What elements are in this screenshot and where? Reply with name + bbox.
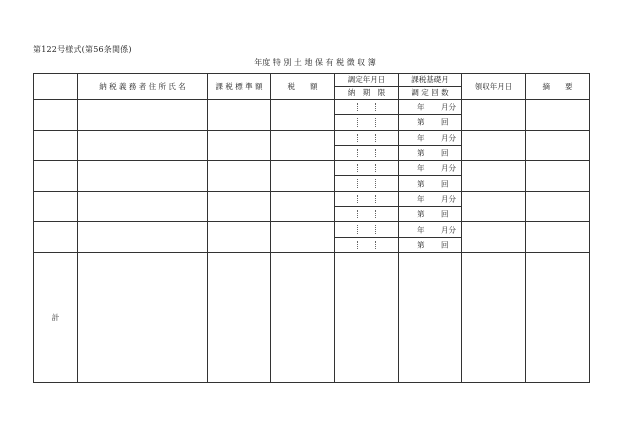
table-row: [34, 130, 590, 145]
deadline-cell[interactable]: [335, 237, 399, 252]
entry-number-cell[interactable]: [34, 161, 78, 192]
tax-base-header: 課 税 標 準 額: [208, 74, 271, 100]
total-tax-amount-cell[interactable]: [271, 252, 335, 382]
tax-base-month-cell[interactable]: 年 月分: [399, 161, 462, 176]
receipt-date-cell[interactable]: [462, 130, 526, 161]
remarks-cell[interactable]: [526, 130, 590, 161]
tax-base-month-header: 課税基礎月: [399, 74, 462, 87]
assess-count-cell[interactable]: 第 回: [399, 237, 462, 252]
tax-collection-ledger-table: [33, 73, 590, 383]
assess-count-cell[interactable]: 第 回: [399, 207, 462, 222]
tax-amount-cell[interactable]: [271, 161, 335, 192]
remarks-cell[interactable]: [526, 191, 590, 222]
deadline-header: 納 期 限: [335, 87, 399, 100]
deadline-cell[interactable]: [335, 115, 399, 130]
receipt-date-cell[interactable]: [462, 161, 526, 192]
tax-base-cell[interactable]: [208, 130, 271, 161]
remarks-cell[interactable]: [526, 100, 590, 131]
taxpayer-cell[interactable]: [78, 222, 208, 253]
taxpayer-cell[interactable]: [78, 130, 208, 161]
assess-count-header: 調 定 回 数: [399, 87, 462, 100]
taxpayer-header: 納 税 義 務 者 住 所 氏 名: [78, 74, 208, 100]
row-number-header: [34, 74, 78, 100]
total-remarks-cell[interactable]: [526, 252, 590, 382]
tax-base-month-cell[interactable]: 年 月分: [399, 222, 462, 237]
tax-amount-cell[interactable]: [271, 191, 335, 222]
tax-base-cell[interactable]: [208, 100, 271, 131]
total-label: 計: [34, 252, 78, 382]
total-tax-base-month-cell[interactable]: [399, 252, 462, 382]
deadline-cell[interactable]: [335, 207, 399, 222]
total-assess-date-cell[interactable]: [335, 252, 399, 382]
assess-count-cell[interactable]: 第 回: [399, 115, 462, 130]
total-taxpayer-cell[interactable]: [78, 252, 208, 382]
assess-date-cell[interactable]: [335, 161, 399, 176]
tax-base-month-cell[interactable]: 年 月分: [399, 100, 462, 115]
tax-base-month-cell[interactable]: 年 月分: [399, 191, 462, 206]
table-row: [34, 191, 590, 206]
entry-number-cell[interactable]: [34, 191, 78, 222]
taxpayer-cell[interactable]: [78, 161, 208, 192]
table-row: [34, 161, 590, 176]
deadline-cell[interactable]: [335, 145, 399, 160]
total-receipt-date-cell[interactable]: [462, 252, 526, 382]
assess-date-cell[interactable]: [335, 191, 399, 206]
deadline-cell[interactable]: [335, 176, 399, 191]
form-number-label: 第122号様式(第56条関係): [33, 45, 132, 54]
remarks-header: 摘 要: [526, 74, 590, 100]
assess-count-cell[interactable]: 第 回: [399, 176, 462, 191]
total-row: [34, 252, 590, 382]
receipt-date-cell[interactable]: [462, 100, 526, 131]
remarks-cell[interactable]: [526, 222, 590, 253]
tax-base-cell[interactable]: [208, 161, 271, 192]
assess-date-cell[interactable]: [335, 100, 399, 115]
table-row: [34, 100, 590, 115]
taxpayer-cell[interactable]: [78, 100, 208, 131]
table-row: [34, 222, 590, 237]
tax-amount-cell[interactable]: [271, 100, 335, 131]
tax-amount-cell[interactable]: [271, 222, 335, 253]
entry-number-cell[interactable]: [34, 130, 78, 161]
assess-date-cell[interactable]: [335, 130, 399, 145]
receipt-date-cell[interactable]: [462, 191, 526, 222]
assess-count-cell[interactable]: 第 回: [399, 145, 462, 160]
entry-number-cell[interactable]: [34, 222, 78, 253]
assess-date-header: 調定年月日: [335, 74, 399, 87]
tax-base-cell[interactable]: [208, 191, 271, 222]
receipt-date-cell[interactable]: [462, 222, 526, 253]
ledger-title: 年度 特 別 土 地 保 有 税 徴 収 簿: [254, 58, 376, 67]
tax-amount-cell[interactable]: [271, 130, 335, 161]
receipt-date-header: 領収年月日: [462, 74, 526, 100]
tax-base-cell[interactable]: [208, 222, 271, 253]
tax-base-month-cell[interactable]: 年 月分: [399, 130, 462, 145]
taxpayer-cell[interactable]: [78, 191, 208, 222]
entry-number-cell[interactable]: [34, 100, 78, 131]
remarks-cell[interactable]: [526, 161, 590, 192]
tax-amount-header: 税 額: [271, 74, 335, 100]
total-tax-base-cell[interactable]: [208, 252, 271, 382]
assess-date-cell[interactable]: [335, 222, 399, 237]
